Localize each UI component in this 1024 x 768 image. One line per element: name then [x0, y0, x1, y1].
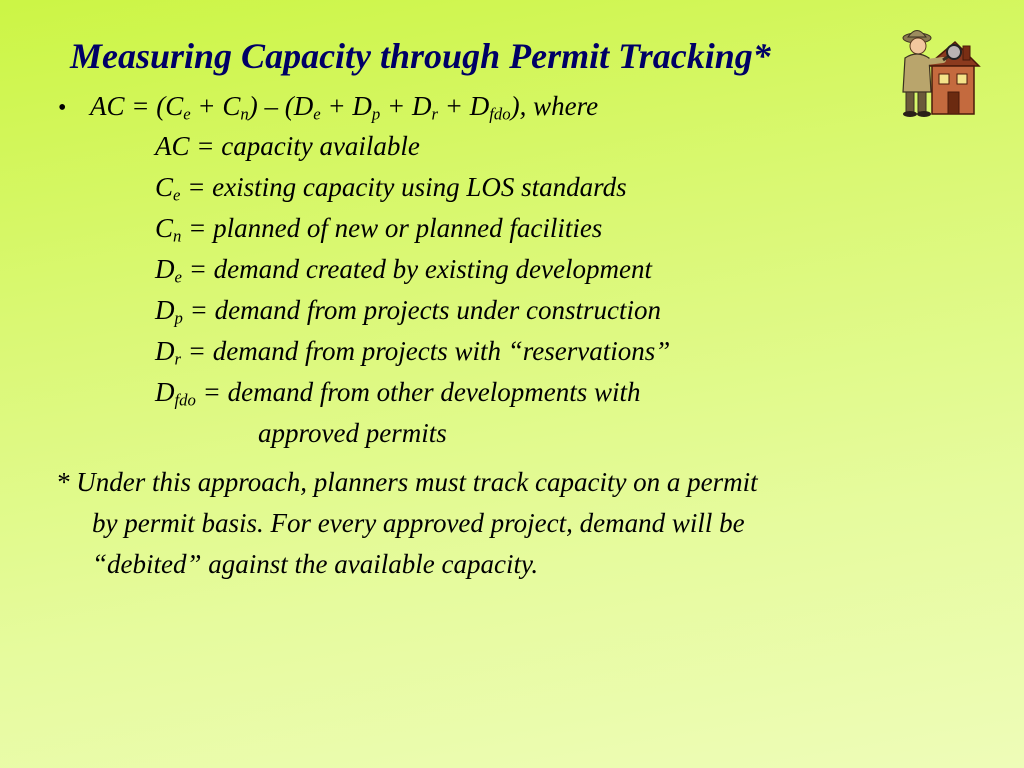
formula-part: + D	[438, 91, 490, 121]
definition-line	[155, 213, 603, 246]
definition-line	[155, 336, 671, 369]
definition-subscript: p	[174, 308, 183, 328]
definition-text: = demand from other developments with	[195, 377, 641, 407]
detective-inspecting-house-icon	[897, 20, 981, 120]
formula-part: ) – (D	[248, 91, 314, 121]
slide-title: Measuring Capacity through Permit Tracking*	[70, 36, 771, 76]
definition-text: = demand created by existing development	[181, 254, 652, 284]
bullet-marker: •	[58, 95, 67, 121]
definition-text: = demand from projects with “reservations”	[181, 336, 671, 366]
definition-line	[155, 133, 420, 160]
formula-subscript: p	[371, 104, 381, 124]
formula-part: + D	[380, 91, 432, 121]
definition-text: = planned of new or planned facilities	[181, 213, 603, 243]
definition-subscript: r	[174, 349, 182, 369]
definition-symbol: AC	[155, 131, 190, 161]
formula-part: + C	[190, 91, 241, 121]
definition-symbol: D	[155, 336, 175, 366]
definition-symbol: C	[155, 213, 174, 243]
definition-line	[155, 172, 627, 205]
formula-subscript: e	[183, 104, 191, 124]
formula-subscript: n	[240, 104, 249, 124]
definition-symbol: D	[155, 295, 175, 325]
formula-part: ), where	[510, 91, 599, 121]
definition-text: = existing capacity using LOS standards	[180, 172, 627, 202]
capacity-formula	[90, 91, 599, 124]
definition-line	[155, 295, 662, 328]
footnote-line: * Under this approach, planners must track capacity on a permit	[56, 467, 758, 497]
footnote-line: by permit basis. For every approved project, demand will be	[92, 508, 745, 538]
formula-subscript: fdo	[489, 104, 511, 124]
definition-subscript: fdo	[174, 390, 196, 410]
definition-line	[155, 377, 641, 410]
definition-subscript: e	[174, 267, 182, 287]
definition-continuation: approved permits	[258, 418, 447, 448]
formula-subscript: e	[313, 104, 321, 124]
formula-part: + D	[320, 91, 372, 121]
definition-line	[155, 254, 652, 287]
formula-part: AC = (C	[90, 91, 184, 121]
definition-subscript: n	[173, 226, 182, 246]
definition-subscript: e	[173, 185, 181, 205]
formula-subscript: r	[431, 104, 439, 124]
definition-symbol: D	[155, 377, 175, 407]
definition-text: = demand from projects under construction	[182, 295, 662, 325]
definition-symbol: C	[155, 172, 174, 202]
definition-text: = capacity available	[189, 131, 420, 161]
definition-symbol: D	[155, 254, 175, 284]
footnote-line: “debited” against the available capacity.	[92, 549, 539, 579]
